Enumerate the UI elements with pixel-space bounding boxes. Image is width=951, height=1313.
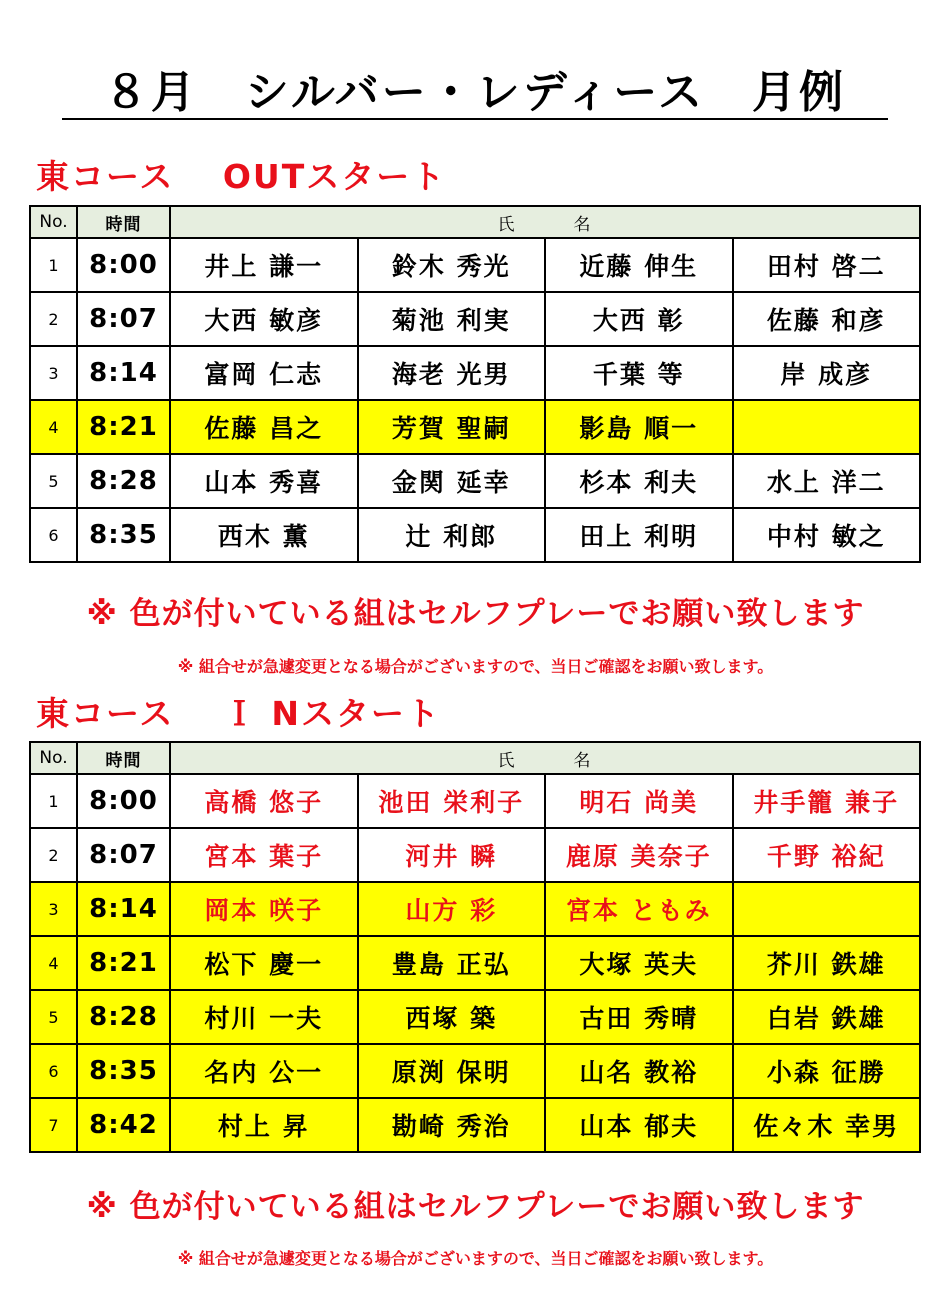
player-name: 近藤 伸生 <box>545 238 733 292</box>
player-name: 宮本 葉子 <box>170 828 358 882</box>
table-row <box>30 346 920 400</box>
player-name: 芥川 鉄雄 <box>733 936 921 990</box>
group-number: 3 <box>30 882 77 936</box>
player-name: 白岩 鉄雄 <box>733 990 921 1044</box>
player-name: 山方 彩 <box>358 882 546 936</box>
table-row <box>30 508 920 562</box>
group-number: 1 <box>30 774 77 828</box>
group-number: 4 <box>30 936 77 990</box>
table-row <box>30 292 920 346</box>
player-name <box>733 400 921 454</box>
player-name: 名内 公一 <box>170 1044 358 1098</box>
player-name: 大西 敏彦 <box>170 292 358 346</box>
table-row <box>30 400 920 454</box>
tee-time: 8:21 <box>77 400 170 454</box>
change-notice: ※ 組合せが急遽変更となる場合がございますので、当日ご確認をお願い致します。 <box>177 657 774 676</box>
self-play-note: ※ 色が付いている組はセルフプレーでお願い致します <box>86 596 865 632</box>
player-name: 大塚 英夫 <box>545 936 733 990</box>
table-row <box>30 774 920 828</box>
player-name: 山本 秀喜 <box>170 454 358 508</box>
group-number: 5 <box>30 454 77 508</box>
schedule-table-out <box>29 205 921 563</box>
page-title: ８月 シルバー・レディース 月例 <box>62 68 888 120</box>
change-notice: ※ 組合せが急遽変更となる場合がございますので、当日ご確認をお願い致します。 <box>177 1249 774 1268</box>
tee-time: 8:14 <box>77 882 170 936</box>
player-name: 鹿原 美奈子 <box>545 828 733 882</box>
player-name: 岡本 咲子 <box>170 882 358 936</box>
player-name: 水上 洋二 <box>733 454 921 508</box>
table-header-row <box>30 742 920 774</box>
player-name: 宮本 ともみ <box>545 882 733 936</box>
table-row <box>30 1044 920 1098</box>
player-name: 影島 順一 <box>545 400 733 454</box>
tee-time: 8:21 <box>77 936 170 990</box>
player-name: 勘崎 秀治 <box>358 1098 546 1152</box>
player-name: 佐藤 和彦 <box>733 292 921 346</box>
table-row <box>30 454 920 508</box>
player-name: 井手籠 兼子 <box>733 774 921 828</box>
column-header-no: No. <box>30 742 77 774</box>
column-header-time: 時間 <box>77 742 170 774</box>
group-number: 3 <box>30 346 77 400</box>
player-name: 金関 延幸 <box>358 454 546 508</box>
player-name: 芳賀 聖嗣 <box>358 400 546 454</box>
group-number: 5 <box>30 990 77 1044</box>
group-number: 2 <box>30 292 77 346</box>
tee-time: 8:07 <box>77 292 170 346</box>
player-name: 原渕 保明 <box>358 1044 546 1098</box>
group-number: 2 <box>30 828 77 882</box>
player-name: 杉本 利夫 <box>545 454 733 508</box>
column-header-no: No. <box>30 206 77 238</box>
tee-time: 8:00 <box>77 774 170 828</box>
self-play-note: ※ 色が付いている組はセルフプレーでお願い致します <box>86 1189 865 1225</box>
table-row <box>30 990 920 1044</box>
schedule-table-in <box>29 741 921 1153</box>
group-number: 6 <box>30 508 77 562</box>
tee-time: 8:42 <box>77 1098 170 1152</box>
tee-time: 8:35 <box>77 1044 170 1098</box>
player-name: 豊島 正弘 <box>358 936 546 990</box>
tee-time: 8:00 <box>77 238 170 292</box>
table-row <box>30 1098 920 1152</box>
section-heading-in: 東コース Ｉ Nスタート <box>36 694 441 733</box>
player-name: 高橋 悠子 <box>170 774 358 828</box>
player-name: 池田 栄利子 <box>358 774 546 828</box>
player-name: 山名 教裕 <box>545 1044 733 1098</box>
player-name: 西塚 築 <box>358 990 546 1044</box>
player-name: 佐藤 昌之 <box>170 400 358 454</box>
tee-time: 8:07 <box>77 828 170 882</box>
player-name: 鈴木 秀光 <box>358 238 546 292</box>
player-name: 明石 尚美 <box>545 774 733 828</box>
player-name: 河井 瞬 <box>358 828 546 882</box>
player-name: 佐々木 幸男 <box>733 1098 921 1152</box>
player-name: 小森 征勝 <box>733 1044 921 1098</box>
player-name: 菊池 利実 <box>358 292 546 346</box>
player-name: 千葉 等 <box>545 346 733 400</box>
section-heading-out: 東コース OUTスタート <box>36 157 447 196</box>
tee-time: 8:28 <box>77 990 170 1044</box>
column-header-names: 氏 名 <box>170 206 920 238</box>
player-name: 古田 秀晴 <box>545 990 733 1044</box>
player-name: 大西 彰 <box>545 292 733 346</box>
player-name: 中村 敏之 <box>733 508 921 562</box>
player-name: 井上 謙一 <box>170 238 358 292</box>
group-number: 7 <box>30 1098 77 1152</box>
player-name: 西木 薫 <box>170 508 358 562</box>
table-row <box>30 238 920 292</box>
tee-time: 8:28 <box>77 454 170 508</box>
player-name: 千野 裕紀 <box>733 828 921 882</box>
column-header-time: 時間 <box>77 206 170 238</box>
player-name <box>733 882 921 936</box>
table-row <box>30 828 920 882</box>
player-name: 田上 利明 <box>545 508 733 562</box>
player-name: 海老 光男 <box>358 346 546 400</box>
player-name: 村上 昇 <box>170 1098 358 1152</box>
group-number: 1 <box>30 238 77 292</box>
tee-time: 8:14 <box>77 346 170 400</box>
player-name: 山本 郁夫 <box>545 1098 733 1152</box>
table-row <box>30 936 920 990</box>
tee-time: 8:35 <box>77 508 170 562</box>
player-name: 村川 一夫 <box>170 990 358 1044</box>
player-name: 松下 慶一 <box>170 936 358 990</box>
table-row <box>30 882 920 936</box>
player-name: 田村 啓二 <box>733 238 921 292</box>
player-name: 辻 利郎 <box>358 508 546 562</box>
table-header-row <box>30 206 920 238</box>
group-number: 4 <box>30 400 77 454</box>
player-name: 岸 成彦 <box>733 346 921 400</box>
player-name: 富岡 仁志 <box>170 346 358 400</box>
group-number: 6 <box>30 1044 77 1098</box>
column-header-names: 氏 名 <box>170 742 920 774</box>
